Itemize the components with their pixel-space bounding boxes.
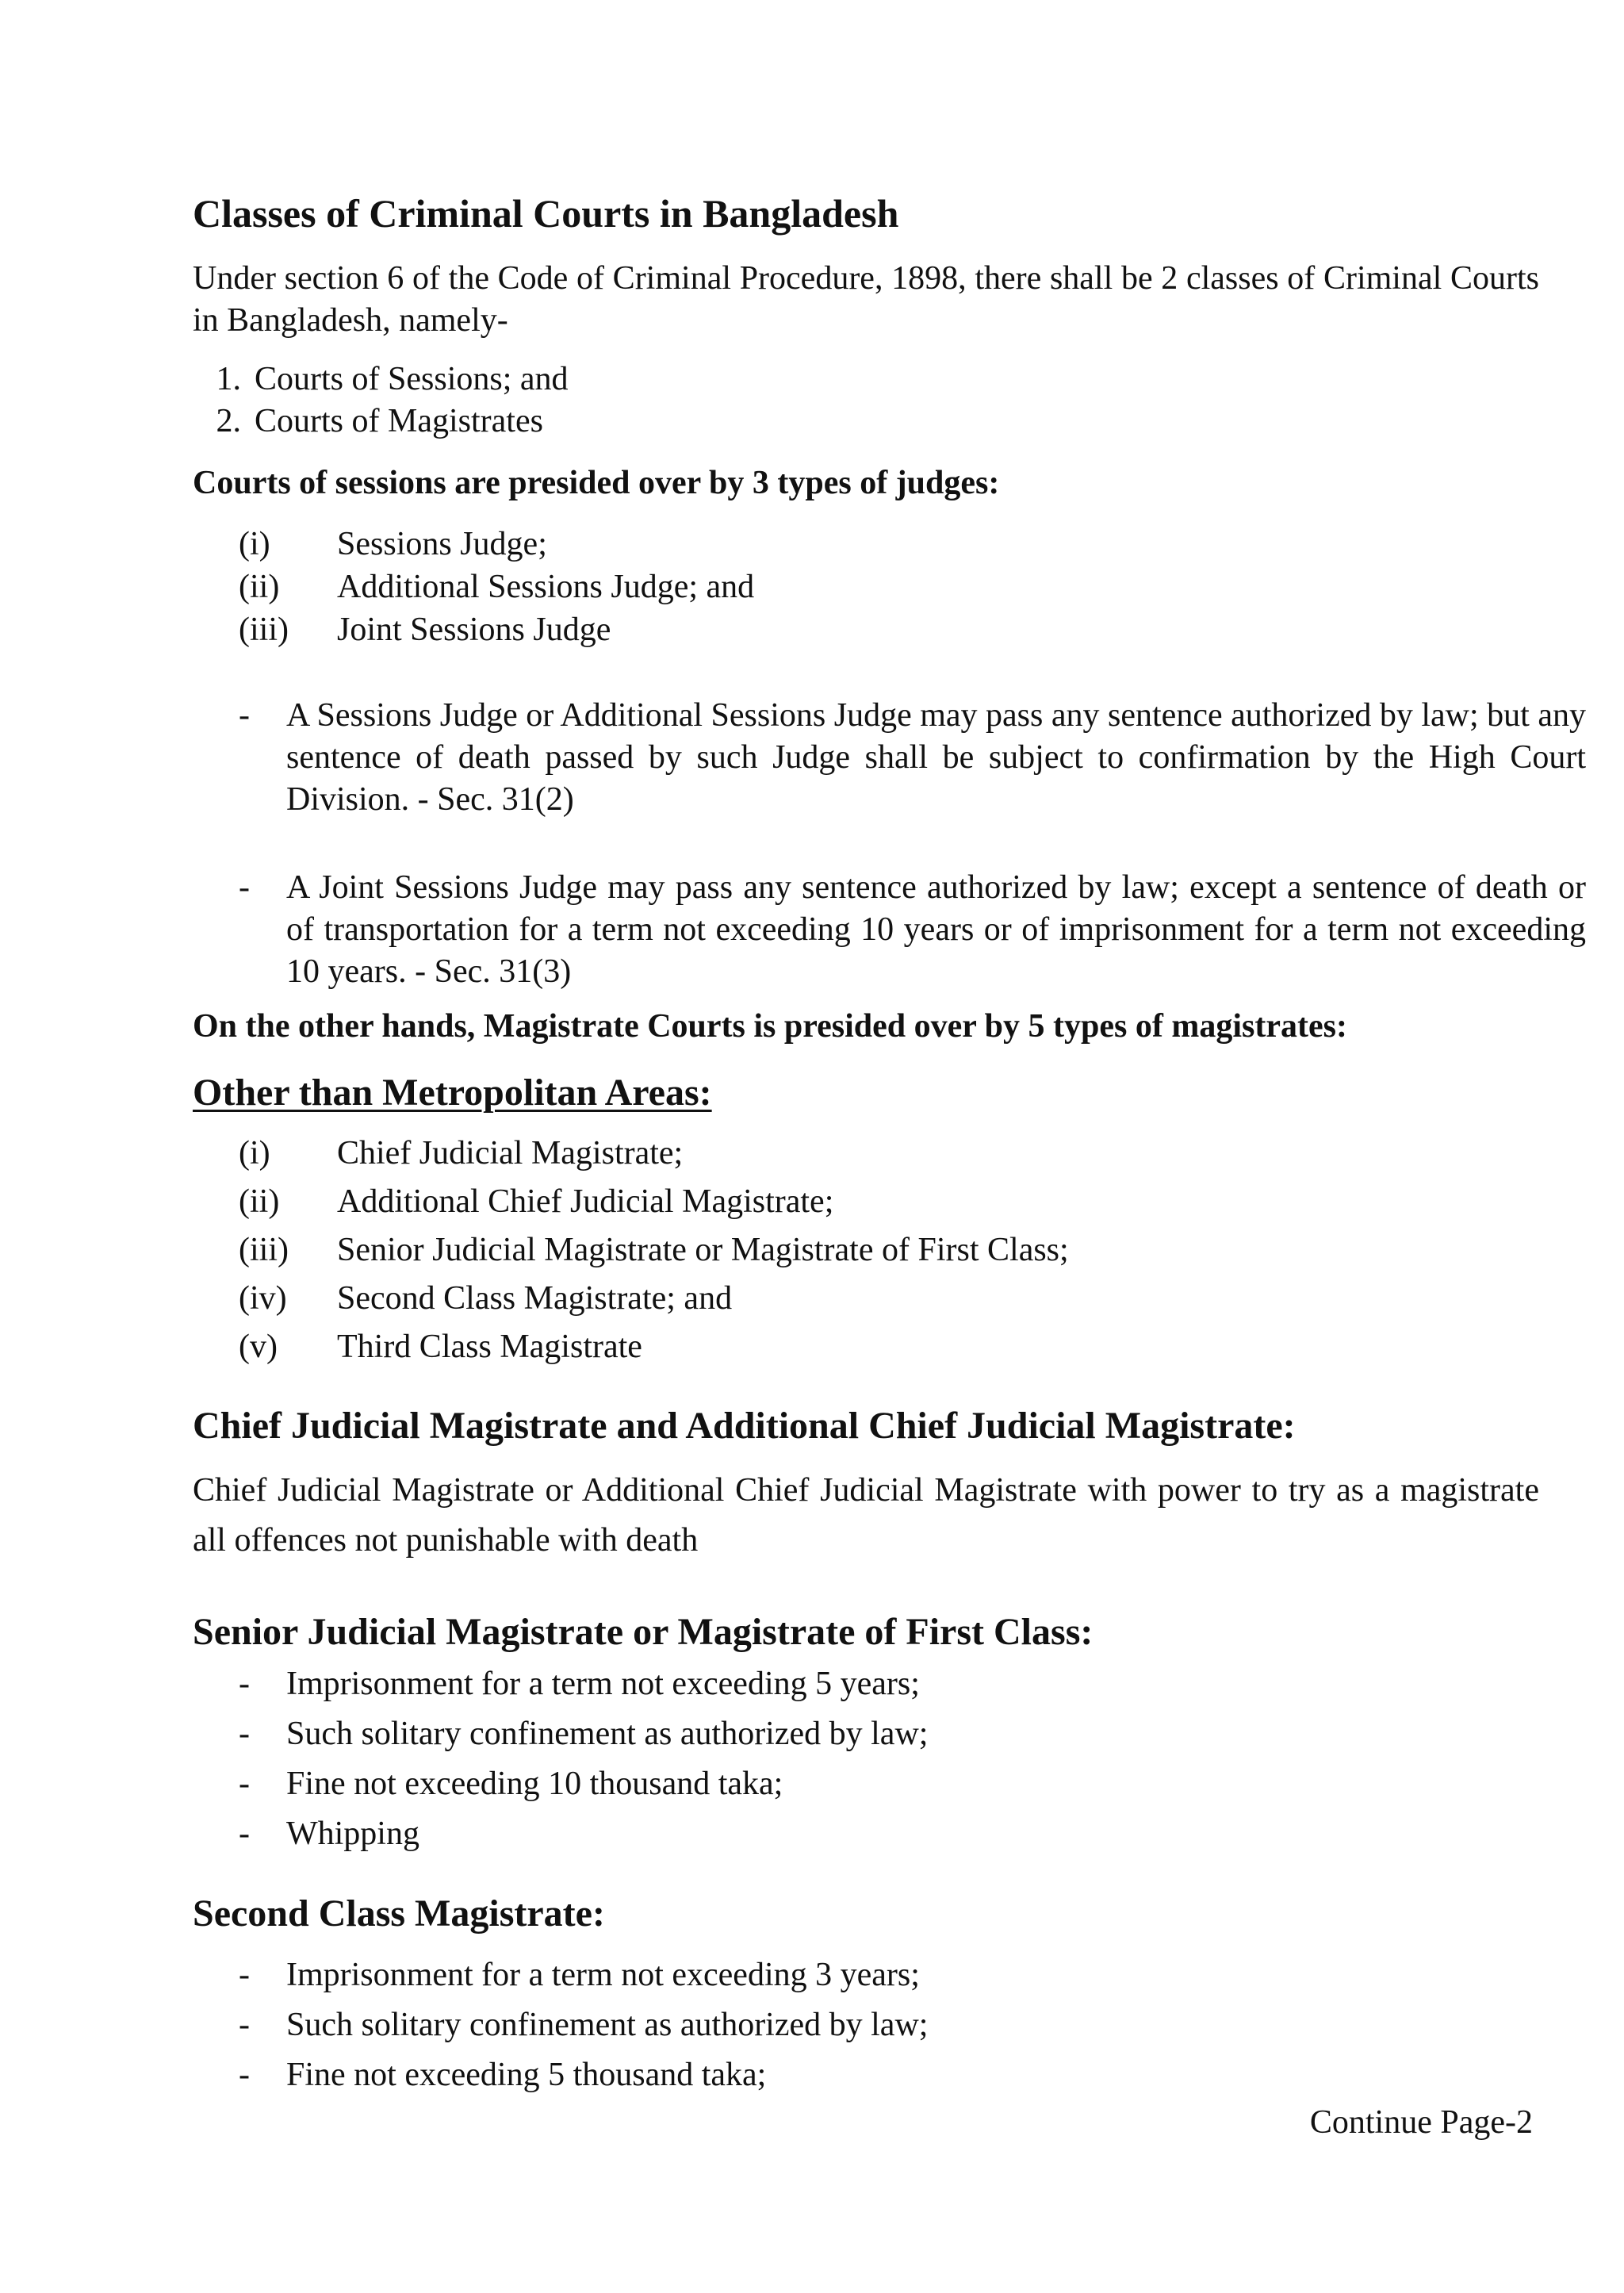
sessions-note-text: A Joint Sessions Judge may pass any sentence authorized by law; except a sentence of death or of transportation for a term not exceeding 10 years or of imprisonment for a term not exceeding 10 years. - Sec. 31(3): [286, 869, 1586, 990]
list-item-text: Courts of Magistrates: [255, 403, 543, 439]
sessions-heading: Courts of sessions are presided over by 3 types of judges:: [193, 465, 1000, 501]
list-marker: 2.: [216, 403, 241, 439]
list-item: [190, 359, 569, 401]
intro-paragraph: Under section 6 of the Code of Criminal Procedure, 1898, there shall be 2 classes of Criminal Courts in Bangladesh, namely-: [193, 260, 1539, 339]
sessions-note-text: A Sessions Judge or Additional Sessions Judge may pass any sentence authorized by law; but any sentence of death passed by such Judge shall be subject to confirmation by the High Court Division. - Sec. 31(2): [286, 697, 1586, 818]
second-class-heading: Second Class Magistrate:: [193, 1892, 605, 1934]
list-item-text: Such solitary confinement as authorized by law;: [286, 2007, 929, 2043]
list-item: [239, 1759, 928, 1809]
session-judges-list: [239, 523, 754, 651]
list-marker: (iii): [239, 612, 289, 648]
cjm-heading: Chief Judicial Magistrate and Additional Chief Judicial Magistrate:: [193, 1405, 1296, 1447]
second-class-powers-list: [239, 1950, 928, 2100]
list-marker: (ii): [239, 569, 280, 605]
magistrate-heading: On the other hands, Magistrate Courts is presided over by 5 types of magistrates:: [193, 1008, 1347, 1045]
first-class-powers-list: [239, 1659, 928, 1859]
dash-marker: -: [239, 1716, 250, 1752]
list-item: [239, 1178, 1069, 1226]
first-class-heading: Senior Judicial Magistrate or Magistrate of First Class:: [193, 1611, 1094, 1653]
list-item: [239, 523, 754, 566]
dash-marker: -: [239, 1957, 250, 1993]
list-item-text: Joint Sessions Judge: [337, 612, 611, 648]
list-item: [239, 1226, 1069, 1275]
list-item-text: Sessions Judge;: [337, 526, 547, 562]
dash-marker: -: [239, 697, 250, 734]
list-item-text: Fine not exceeding 5 thousand taka;: [286, 2057, 767, 2093]
dash-marker: -: [239, 1666, 250, 1702]
list-item: [239, 1950, 928, 2000]
list-marker: (i): [239, 526, 270, 562]
list-item: [239, 1129, 1069, 1178]
dash-marker: -: [239, 869, 250, 906]
list-item: [239, 2050, 928, 2100]
continue-page-note: Continue Page-2: [1309, 2104, 1533, 2141]
list-item-text: Additional Chief Judicial Magistrate;: [337, 1183, 834, 1220]
list-item: [239, 1323, 1069, 1371]
page-title: Classes of Criminal Courts in Bangladesh: [193, 191, 899, 236]
list-item-text: Third Class Magistrate: [337, 1329, 642, 1365]
dash-marker: -: [239, 1816, 250, 1852]
list-item: [190, 401, 569, 443]
list-item: [239, 1709, 928, 1759]
list-item-text: Second Class Magistrate; and: [337, 1280, 733, 1317]
list-item-text: Such solitary confinement as authorized by law;: [286, 1716, 929, 1752]
list-marker: 1.: [216, 361, 241, 397]
list-item-text: Imprisonment for a term not exceeding 5 years;: [286, 1666, 920, 1702]
list-item-text: Senior Judicial Magistrate or Magistrate of First Class;: [337, 1232, 1069, 1268]
list-item: [239, 608, 754, 651]
magistrates-list: [239, 1129, 1069, 1371]
court-classes-list: [190, 359, 569, 443]
list-item-text: Additional Sessions Judge; and: [337, 569, 755, 605]
list-item-text: Courts of Sessions; and: [255, 361, 569, 397]
list-marker: (iv): [239, 1280, 287, 1317]
other-areas-heading: Other than Metropolitan Areas:: [193, 1072, 712, 1114]
list-item-text: Fine not exceeding 10 thousand taka;: [286, 1766, 783, 1802]
list-item: [239, 566, 754, 608]
list-item: [239, 1809, 928, 1859]
list-marker: (iii): [239, 1232, 289, 1268]
sessions-note: [239, 695, 1586, 821]
dash-marker: -: [239, 2007, 250, 2043]
dash-marker: -: [239, 1766, 250, 1802]
list-item-text: Whipping: [286, 1816, 419, 1852]
list-item: [239, 1275, 1069, 1323]
list-item: [239, 1659, 928, 1709]
list-marker: (v): [239, 1329, 278, 1365]
cjm-paragraph: Chief Judicial Magistrate or Additional Chief Judicial Magistrate with power to try as a magistrate all offences not punishable with death: [193, 1472, 1539, 1559]
dash-marker: -: [239, 2057, 250, 2093]
list-item-text: Imprisonment for a term not exceeding 3 years;: [286, 1957, 920, 1993]
sessions-note: [239, 867, 1586, 993]
list-item-text: Chief Judicial Magistrate;: [337, 1135, 684, 1171]
list-marker: (ii): [239, 1183, 280, 1220]
list-item: [239, 2000, 928, 2050]
list-marker: (i): [239, 1135, 270, 1171]
